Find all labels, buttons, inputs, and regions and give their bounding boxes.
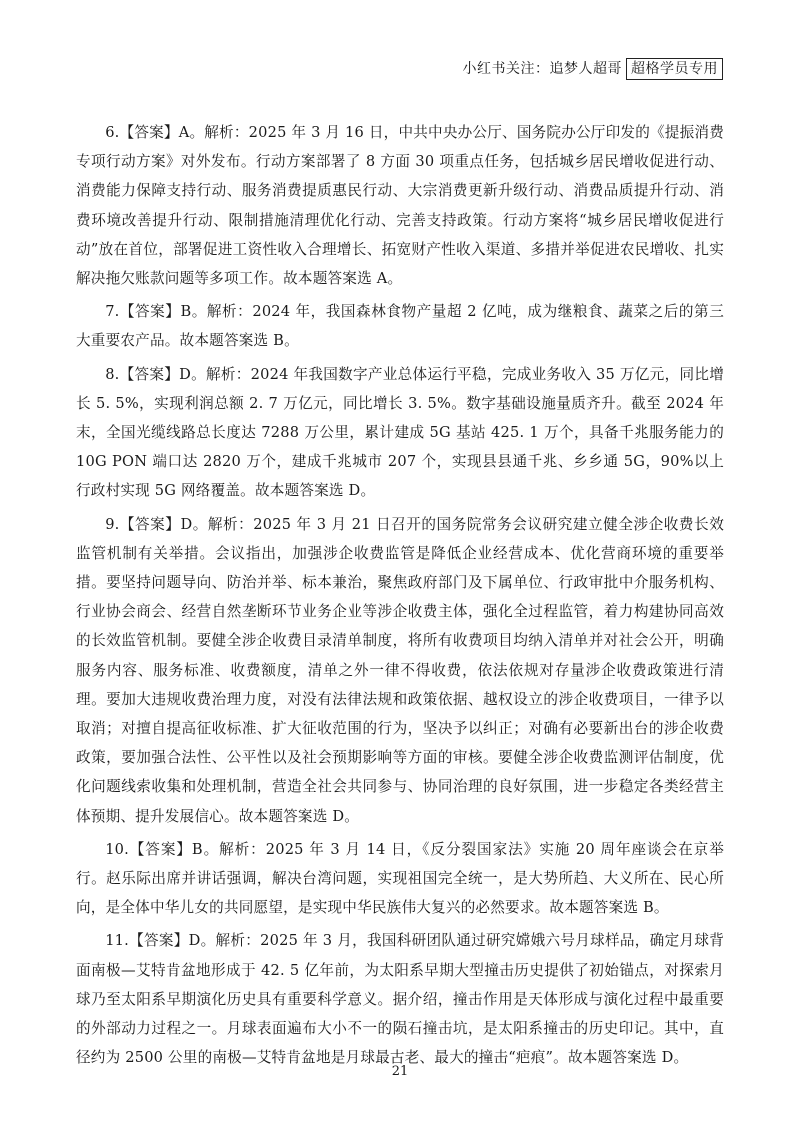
page-number: 21 bbox=[391, 1064, 409, 1079]
header-text: 小红书关注：追梦人超哥 bbox=[462, 61, 622, 77]
header-badge: 超格学员专用 bbox=[626, 58, 723, 80]
answer-paragraph-9: 9.【答案】D。解析：2025 年 3 月 21 日召开的国务院常务会议研究建立健全涉企收费长效监管机制有关举措。会议指出，加强涉企收费监管是降低企业经营成本、优化营商环境的重要举措。要坚持问题导向、防治并举、标本兼治，聚焦政府部门及下属单位、行政审批中介服务机构、行业协会商会、经营自然垄断环节业务企业等涉企收费主体，强化全过程监管，着力构建协同高效的长效监管机制。要健全涉企收费目录清单制度，将所有收费项目均纳入清单并对社会公开，明确服务内容、服务标准、收费额度，清单之外一律不得收费，依法依规对存量涉企收费政策进行清理。要加大违规收费治理力度，对没有法律法规和政策依据、越权设立的涉企收费项目，一律予以取消；对擅自提高征收标准、扩大征收范围的行为，坚决予以纠正；对确有必要新出台的涉企收费政策，要加强合法性、公平性以及社会预期影响等方面的审核。要健全涉企收费监测评估制度，优化问题线索收集和处理机制，营造全社会共同参与、协同治理的良好氛围，进一步稳定各类经营主体预期、提升发展信心。故本题答案选 D。 bbox=[76, 515, 724, 825]
answer-paragraph-6: 6.【答案】A。解析：2025 年 3 月 16 日，中共中央办公厅、国务院办公厅印发的《提振消费专项行动方案》对外发布。行动方案部署了 8 方面 30 项重点任务，包括城乡居民增收促进行动、消费能力保障支持行动、服务消费提质惠民行动、大宗消费更新升级行动、消费品质提升行动、消费环境改善提升行动、限制措施清理优化行动、完善支持政策。行动方案将“城乡居民增收促进行动”放在首位，部署促进工资性收入合理增长、拓宽财产性收入渠道、多措并举促进农民增收、扎实解决拖欠账款问题等多项工作。故本题答案选 A。 bbox=[76, 124, 724, 288]
page-header bbox=[463, 58, 724, 80]
answer-paragraph-7: 7.【答案】B。解析：2024 年，我国森林食物产量超 2 亿吨，成为继粮食、蔬菜之后的第三大重要农产品。故本题答案选 B。 bbox=[76, 303, 724, 350]
answer-paragraph-11: 11.【答案】D。解析：2025 年 3 月，我国科研团队通过研究嫦娥六号月球样品，确定月球背面南极—艾特肯盆地形成于 42. 5 亿年前，为太阳系早期大型撞击历史提供了初始锚点，对探索月球乃至太阳系早期演化历史具有重要科学意义。据介绍，撞击作用是天体形成与演化过程中最重要的外部动力过程之一。月球表面遍布大小不一的陨石撞击坑，是太阳系撞击的历史印记。其中，直径约为 2500 公里的南极—艾特肯盆地是月球最古老、最大的撞击“疤痕”。故本题答案选 D。 bbox=[76, 932, 724, 1067]
answer-paragraph-10: 10.【答案】B。解析：2025 年 3 月 14 日，《反分裂国家法》实施 20 周年座谈会在京举行。赵乐际出席并讲话强调，解决台湾问题，实现祖国完全统一，是大势所趋、大义所在、民心所向，是全体中华儿女的共同愿望，是实现中华民族伟大复兴的必然要求。故本题答案选 B。 bbox=[76, 840, 724, 917]
document-body bbox=[76, 118, 724, 1077]
answer-paragraph-8: 8.【答案】D。解析：2024 年我国数字产业总体运行平稳，完成业务收入 35 万亿元，同比增长 5. 5%，实现利润总额 2. 7 万亿元，同比增长 3. 5%。数字基础设施量质齐升。截至 2024 年末，全国光缆线路总长度达 7288 万公里，累计建成 5G 基站 425. 1 万个，具备千兆服务能力的 10G PON 端口达 2820 万个，建成千兆城市 207 个，实现县县通千兆、乡乡通 5G，90%以上行政村实现 5G 网络覆盖。故本题答案选 D。 bbox=[76, 365, 724, 500]
